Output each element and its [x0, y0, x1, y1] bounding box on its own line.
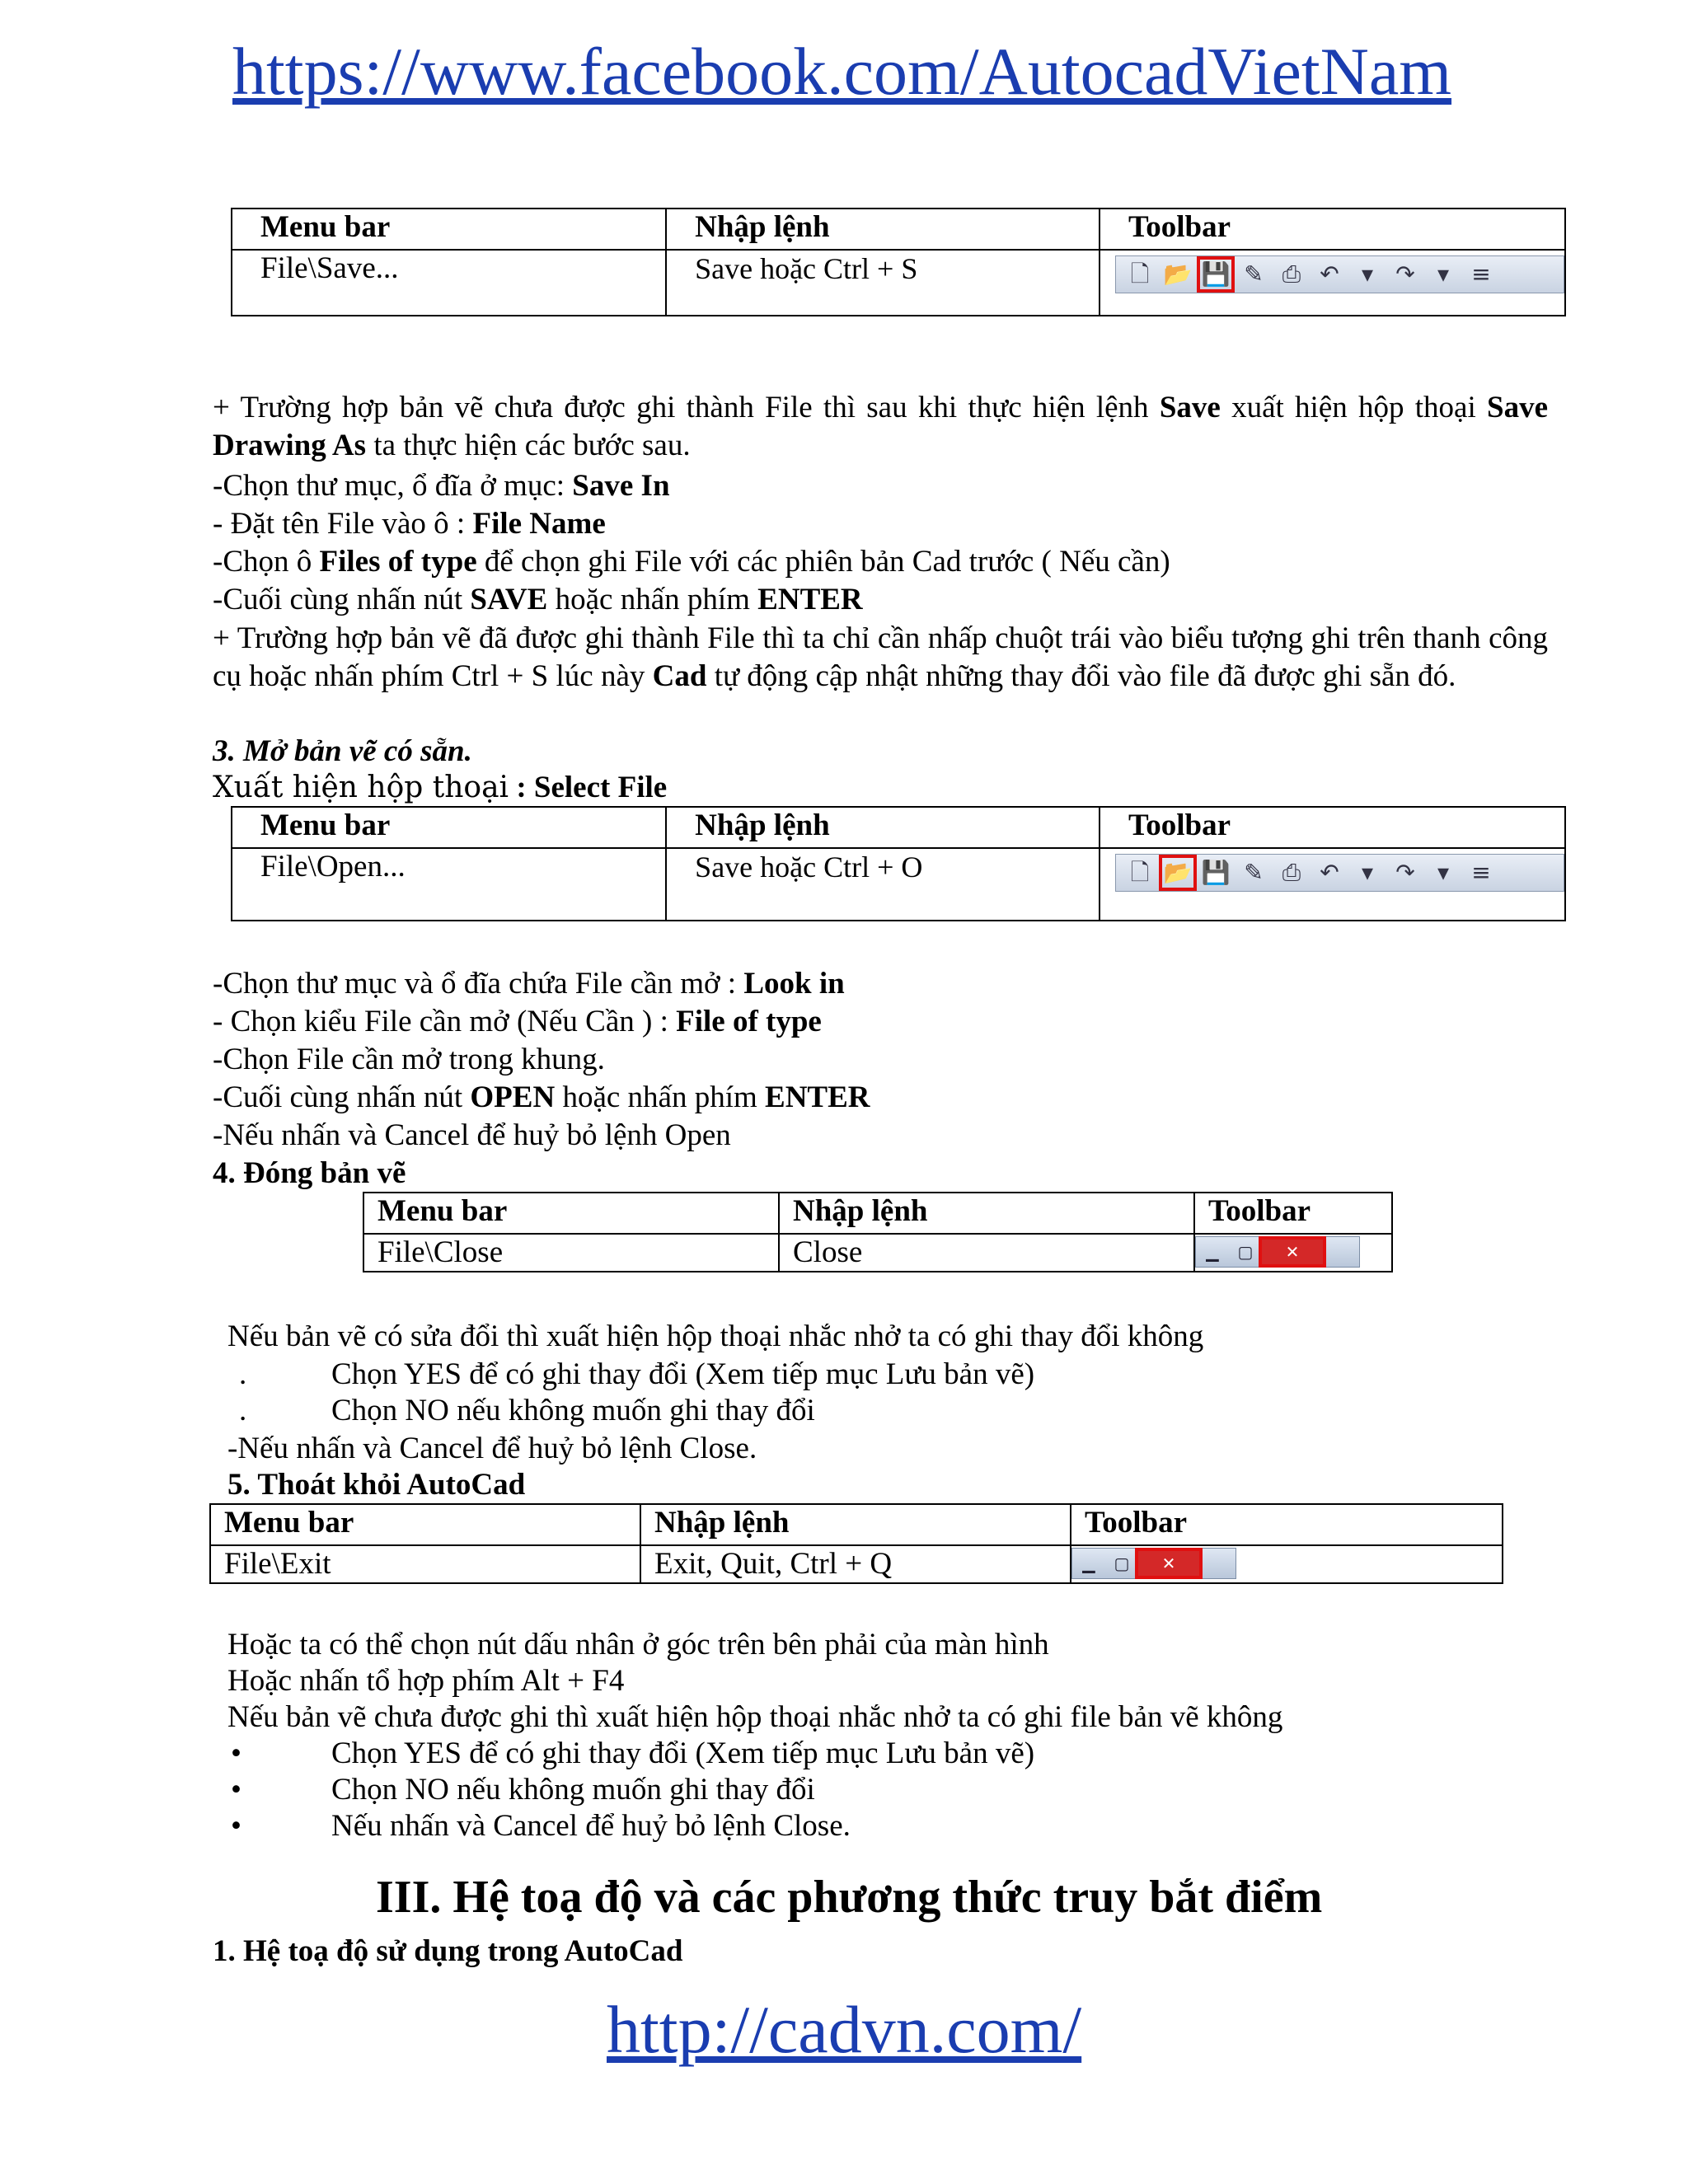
exit-command-table — [209, 1503, 1503, 1584]
standard-toolbar — [1115, 854, 1564, 892]
table-header-menu: Menu bar — [232, 209, 666, 250]
command-text: Exit, Quit, Ctrl + Q — [640, 1545, 1071, 1583]
exit-note-2: Hoặc nhấn tổ hợp phím Alt + F4 — [227, 1664, 625, 1698]
table-header-toolbar: Toolbar — [1071, 1504, 1503, 1545]
save-step-folder: -Chọn thư mục, ổ đĩa ở mục: Save In — [213, 469, 670, 503]
toolbar-cell — [1100, 250, 1565, 316]
open-step-cancel: -Nếu nhấn và Cancel để huỷ bỏ lệnh Open — [213, 1118, 731, 1152]
command-text: Save hoặc Ctrl + O — [666, 848, 1100, 921]
dropdown-icon[interactable]: ▾ — [1437, 859, 1450, 886]
redo-icon[interactable]: ↷ — [1395, 260, 1415, 288]
close-icon[interactable]: ✕ — [1262, 1240, 1323, 1264]
exit-option-cancel: • Nếu nhấn và Cancel để huỷ bỏ lệnh Close. — [231, 1809, 851, 1843]
menu-path: File\Save... — [232, 250, 666, 316]
close-option-yes: . Chọn YES để có ghi thay đổi (Xem tiếp mục Lưu bản vẽ) — [239, 1357, 1035, 1391]
save-paragraph-1: + Trường hợp bản vẽ chưa được ghi thành File thì sau khi thực hiện lệnh Save xuất hiện hộp thoại Save Drawing As ta thực hiện các bước sau. — [213, 391, 1548, 462]
minimize-icon[interactable]: ▁ — [1082, 1554, 1095, 1573]
save-step-filename: - Đặt tên File vào ô : File Name — [213, 507, 606, 541]
table-header-command: Nhập lệnh — [640, 1504, 1071, 1545]
exit-note-1: Hoặc ta có thể chọn nút dấu nhân ở góc trên bên phải của màn hình — [227, 1628, 1049, 1661]
table-header-toolbar: Toolbar — [1100, 807, 1565, 848]
table-header-toolbar: Toolbar — [1100, 209, 1565, 250]
window-buttons — [1071, 1548, 1236, 1579]
new-icon[interactable]: 🗋 — [1130, 260, 1150, 288]
menu-path: File\Exit — [210, 1545, 640, 1583]
menu-path: File\Open... — [232, 848, 666, 921]
open-step-confirm: -Cuối cùng nhấn nút OPEN hoặc nhấn phím ENTER — [213, 1080, 870, 1114]
command-text: Close — [779, 1234, 1194, 1272]
close-heading: 4. Đóng bản vẽ — [213, 1156, 406, 1190]
close-command-table — [363, 1192, 1393, 1272]
table-header-command: Nhập lệnh — [666, 807, 1100, 848]
section-title: III. Hệ toạ độ và các phương thức truy bắt điểm — [376, 1872, 1323, 1923]
dropdown-icon[interactable]: ▾ — [1437, 260, 1450, 288]
close-option-no: . Chọn NO nếu không muốn ghi thay đổi — [239, 1394, 815, 1427]
minimize-icon[interactable]: ▁ — [1206, 1242, 1219, 1262]
save-step-confirm: -Cuối cùng nhấn nút SAVE hoặc nhấn phím ENTER — [213, 583, 863, 616]
menu-icon[interactable]: ≡ — [1471, 859, 1491, 886]
header-link[interactable]: https://www.facebook.com/AutocadVietNam — [232, 34, 1452, 109]
exit-note-3: Nếu bản vẽ chưa được ghi thì xuất hiện hộp thoại nhắc nhở ta có ghi file bản vẽ không — [227, 1700, 1283, 1734]
section-subheading: 1. Hệ toạ độ sử dụng trong AutoCad — [213, 1934, 683, 1968]
open-icon[interactable]: 📂 — [1163, 859, 1193, 886]
save-step-filetype: -Chọn ô Files of type để chọn ghi File với các phiên bản Cad trước ( Nếu cần) — [213, 545, 1170, 579]
table-header-command: Nhập lệnh — [779, 1193, 1194, 1234]
print-icon[interactable]: ⎙ — [1282, 859, 1301, 886]
exit-option-no: • Chọn NO nếu không muốn ghi thay đổi — [231, 1773, 815, 1807]
open-step-select: -Chọn File cần mở trong khung. — [213, 1043, 605, 1076]
open-heading: 3. Mở bản vẽ có sẵn. — [213, 734, 472, 768]
command-text: Save hoặc Ctrl + S — [666, 250, 1100, 316]
exit-heading: 5. Thoát khỏi AutoCad — [227, 1468, 526, 1502]
standard-toolbar — [1115, 255, 1564, 293]
save-icon[interactable]: 💾 — [1201, 260, 1231, 288]
window-buttons — [1195, 1236, 1360, 1268]
toolbar-cell — [1071, 1545, 1503, 1583]
maximize-icon[interactable]: ▢ — [1237, 1242, 1254, 1262]
redo-icon[interactable]: ↷ — [1395, 859, 1415, 886]
maximize-icon[interactable]: ▢ — [1114, 1554, 1130, 1573]
saveas-icon[interactable]: ✎ — [1244, 260, 1264, 288]
menu-icon[interactable]: ≡ — [1471, 260, 1491, 288]
table-header-command: Nhập lệnh — [666, 209, 1100, 250]
toolbar-cell — [1194, 1234, 1392, 1272]
new-icon[interactable]: 🗋 — [1130, 859, 1150, 886]
dropdown-icon[interactable]: ▾ — [1361, 260, 1374, 288]
undo-icon[interactable]: ↶ — [1320, 859, 1339, 886]
close-cancel: -Nếu nhấn và Cancel để huỷ bỏ lệnh Close. — [227, 1432, 757, 1465]
print-icon[interactable]: ⎙ — [1282, 260, 1301, 288]
exit-option-yes: • Chọn YES để có ghi thay đổi (Xem tiếp mục Lưu bản vẽ) — [231, 1736, 1035, 1770]
open-icon[interactable]: 📂 — [1163, 260, 1193, 288]
saveas-icon[interactable]: ✎ — [1244, 859, 1264, 886]
table-header-menu: Menu bar — [363, 1193, 779, 1234]
open-step-lookin: -Chọn thư mục và ổ đĩa chứa File cần mở : Look in — [213, 967, 845, 1001]
table-header-toolbar: Toolbar — [1194, 1193, 1392, 1234]
open-command-table — [231, 806, 1566, 921]
close-note: Nếu bản vẽ có sửa đổi thì xuất hiện hộp thoại nhắc nhở ta có ghi thay đổi không — [227, 1319, 1204, 1353]
save-paragraph-2: + Trường hợp bản vẽ đã được ghi thành File thì ta chỉ cần nhấp chuột trái vào biểu tượng ghi trên thanh công cụ hoặc nhấn phím Ctrl + S lúc này Cad tự động cập nhật những thay đổi vào file đã được ghi sẵn đó. — [213, 621, 1548, 693]
close-icon[interactable]: ✕ — [1138, 1551, 1199, 1576]
footer-link[interactable]: http://cadvn.com/ — [607, 1992, 1082, 2067]
table-header-menu: Menu bar — [210, 1504, 640, 1545]
toolbar-cell — [1100, 848, 1565, 921]
dropdown-icon[interactable]: ▾ — [1361, 859, 1374, 886]
open-dialog-line: Xuất hiện hộp thoại : Select File — [213, 771, 668, 804]
table-header-menu: Menu bar — [232, 807, 666, 848]
open-step-filetype: - Chọn kiểu File cần mở (Nếu Cần ) : File of type — [213, 1005, 822, 1038]
save-icon[interactable]: 💾 — [1201, 859, 1231, 886]
undo-icon[interactable]: ↶ — [1320, 260, 1339, 288]
menu-path: File\Close — [363, 1234, 779, 1272]
save-command-table — [231, 208, 1566, 316]
